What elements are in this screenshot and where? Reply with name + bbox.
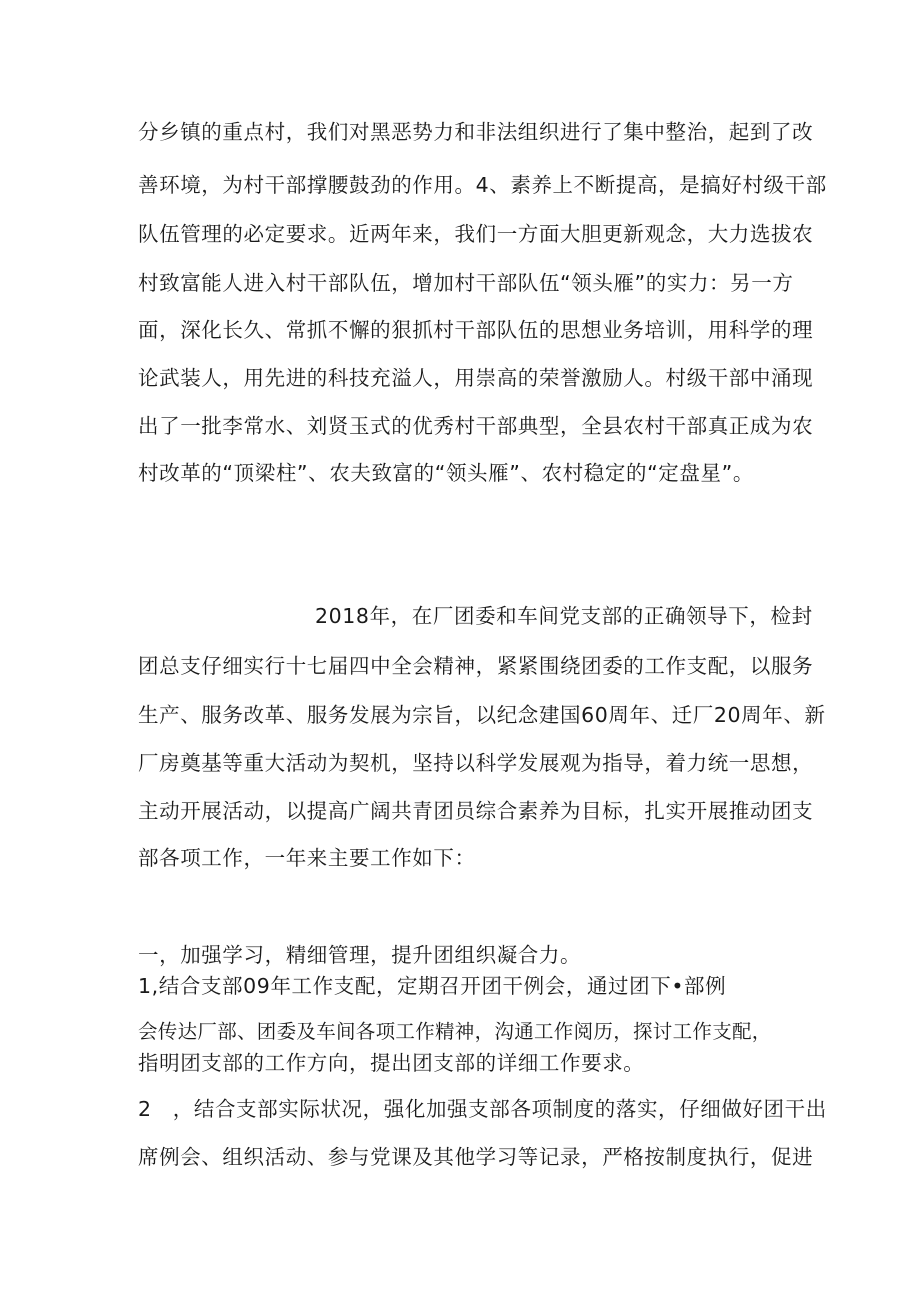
paragraph1-line-2: 善环境，为村干部撑腰鼓劲的作用。4、素养上不断提高，是搞好村级干部 <box>138 173 827 197</box>
section1-item2-line-1: 2 ，结合支部实际状况，强化加强支部各项制度的落实，仔细做好团干出 <box>138 1097 827 1121</box>
paragraph2-line-3: 生产、服务改革、服务发展为宗旨，以纪念建国60周年、迁厂20周年、新 <box>138 703 826 727</box>
paragraph2-line-6: 部各项工作，一年来主要工作如下： <box>138 846 476 870</box>
paragraph2-line-1: 2018年，在厂团委和车间党支部的正确领导下，检封 <box>315 604 813 628</box>
section1-item2-line-2: 席例会、组织活动、参与党课及其他学习等记录，严格按制度执行，促进 <box>138 1145 814 1169</box>
paragraph1-line-8: 村改革的“顶梁柱”、农夫致富的“领头雁”、农村稳定的“定盘星”。 <box>138 461 754 485</box>
paragraph1-line-4: 村致富能人进入村干部队伍，增加村干部队伍“领头雁”的实力：另一方 <box>138 271 794 295</box>
section1-item1-line-1: 1,结合支部09年工作支配，定期召开团干例会，通过团下•部例 <box>138 974 727 998</box>
section1-item1-line-2: 会传达厂部、团委及车间各项工作精神，沟通工作阅历，探讨工作支配， <box>138 1020 772 1043</box>
paragraph1-line-3: 队伍管理的必定要求。近两年来，我们一方面大胆更新观念，大力选拔农 <box>138 222 814 246</box>
paragraph1-line-7: 出了一批李常水、刘贤玉式的优秀村干部典型，全县农村干部真正成为农 <box>138 414 814 438</box>
paragraph1-line-1: 分乡镇的重点村，我们对黑恶势力和非法组织进行了集中整治，起到了改 <box>138 120 814 144</box>
section1-item1-line-3: 指明团支部的工作方向，提出团支部的详细工作要求。 <box>138 1051 645 1075</box>
paragraph2-line-5: 主动开展活动，以提高广阔共青团员综合素养为目标，扎实开展推动团支 <box>138 799 814 823</box>
paragraph2-line-2: 团总支仔细实行十七届四中全会精神，紧紧围绕团委的工作支配，以服务 <box>138 654 814 678</box>
paragraph2-line-4: 厂房奠基等重大活动为契机，坚持以科学发展观为指导，着力统一思想， <box>138 751 814 775</box>
section1-heading: 一，加强学习，精细管理，提升团组织凝合力。 <box>138 943 582 967</box>
paragraph1-line-5: 面，深化长久、常抓不懈的狠抓村干部队伍的思想业务培训，用科学的理 <box>138 318 814 342</box>
paragraph1-line-6: 论武装人，用先进的科技充溢人，用崇高的荣誉激励人。村级干部中涌现 <box>138 366 814 390</box>
